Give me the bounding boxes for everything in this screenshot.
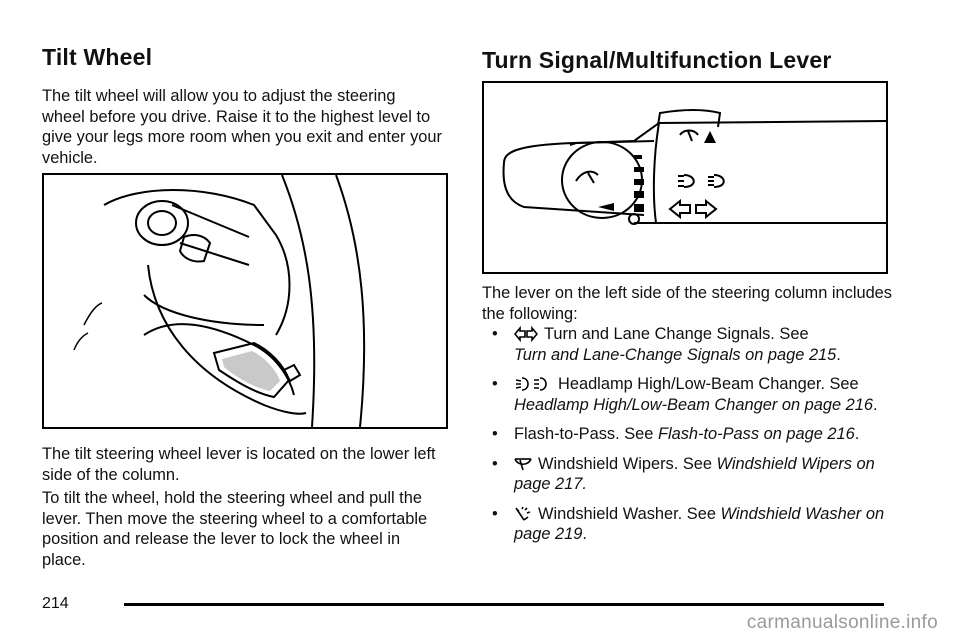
ref-windshield-washer[interactable]: Windshield Washer on page 219 xyxy=(514,504,885,543)
tilt-wheel-instructions: To tilt the wheel, hold the steering wheel and pull the lever. Then move the steering wheel to a comfortable position and release the lever to lock the wheel in place. xyxy=(42,489,428,569)
ref-headlamp-beam[interactable]: Headlamp High/Low-Beam Changer on page 216 xyxy=(514,395,874,414)
turn-signal-arrows-icon xyxy=(514,326,538,342)
lever-features-list xyxy=(492,324,894,554)
section-title-turn-signal: Turn Signal/Multifunction Lever xyxy=(482,47,832,73)
feature-windshield-wipers: • Windshield Wipers. See Windshield Wipers on page 217. xyxy=(492,454,875,493)
bullet: • xyxy=(492,375,498,393)
section-title-tilt-wheel: Tilt Wheel xyxy=(42,44,153,70)
watermark: carmanualsonline.info xyxy=(746,612,938,633)
tilt-lever-location: The tilt steering wheel lever is located on the lower left side of the column. xyxy=(42,445,436,484)
bullet: • xyxy=(492,325,498,343)
footer-rule xyxy=(124,603,884,606)
bullet: • xyxy=(492,504,498,523)
feature-flash-to-pass: • Flash-to-Pass. See Flash-to-Pass on page 216. xyxy=(492,425,860,443)
page-number: 214 xyxy=(42,595,69,612)
feature-windshield-washer: • Windshield Washer. See Windshield Washer on page 219. xyxy=(492,504,885,543)
bullet: • xyxy=(492,425,498,443)
tilt-wheel-illustration xyxy=(42,173,448,429)
ref-turn-signals[interactable]: Turn and Lane-Change Signals on page 215 xyxy=(514,345,837,364)
feature-headlamp-beam: • Headlamp High/Low-Beam Changer. See Headlamp High/Low-Beam Changer on page 216. xyxy=(492,375,878,414)
headlamp-beam-icon xyxy=(514,376,552,392)
ref-flash-to-pass[interactable]: Flash-to-Pass on page 216 xyxy=(657,425,855,443)
feature-turn-signals: • Turn and Lane Change Signals. See Turn and Lane-Change Signals on page 215. xyxy=(492,325,841,364)
wiper-icon xyxy=(514,456,532,472)
washer-icon xyxy=(514,506,532,522)
steering-column-drawing xyxy=(44,175,446,427)
bullet: • xyxy=(492,454,498,473)
ref-windshield-wipers[interactable]: Windshield Wipers on page 217. xyxy=(514,454,875,493)
multifunction-lever-illustration xyxy=(482,81,888,274)
lever-features-intro: The lever on the left side of the steering column includes the following: xyxy=(482,284,892,323)
tilt-wheel-intro: The tilt wheel will allow you to adjust the steering wheel before you drive. Raise it to the highest level to give your legs more room when you exit and enter your vehicle. xyxy=(42,87,442,167)
lever-drawing xyxy=(484,83,886,272)
